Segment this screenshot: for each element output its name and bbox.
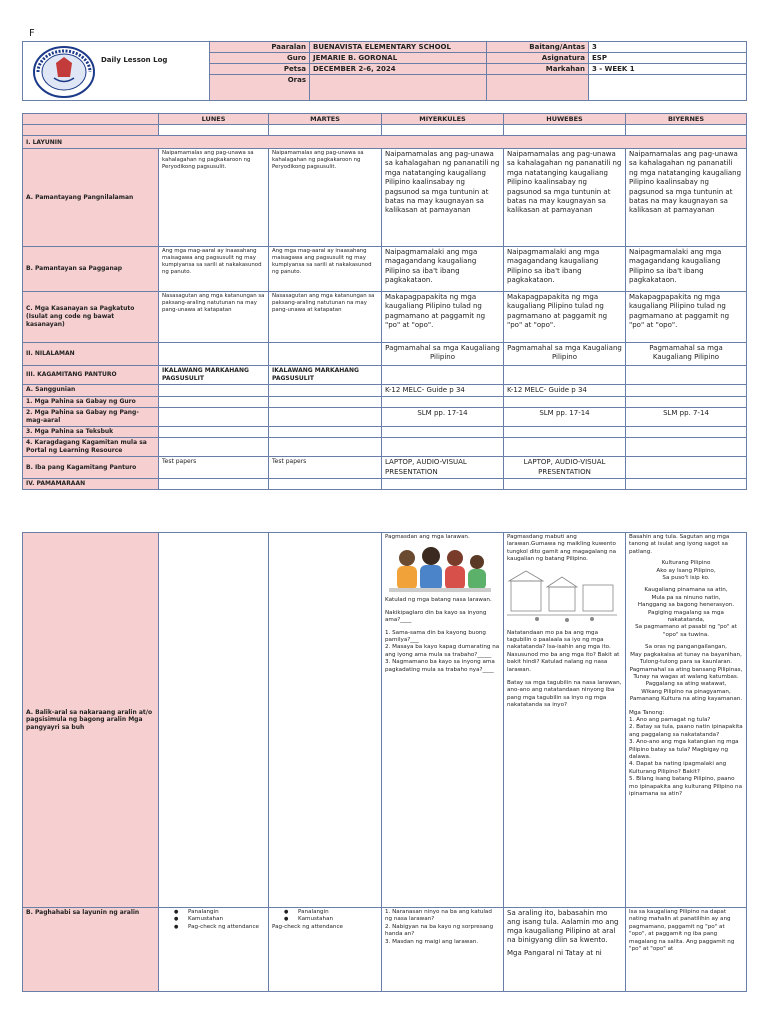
- value-empty: [589, 75, 747, 101]
- biy-intro: Basahin ang tula. Sagutan ang mga tanong at isulat ang iyong sagot sa patlang.: [629, 534, 730, 555]
- questions-title: Mga Tanong:: [629, 709, 665, 716]
- label-baitang: Baitang/Antas: [487, 42, 589, 53]
- header-logo-cell: [23, 42, 210, 101]
- label-asignatura: Asignatura: [487, 53, 589, 64]
- row-label-balik-aral: A. Balik-aral sa nakaraang aralin at/o pagsisimula ng bagong aralin Mga pangyayri sa buh: [23, 533, 159, 908]
- miy-q3: 3. Nagmamano ba kayo sa inyong ama pagkadating mula sa trabaho nya?____: [385, 659, 495, 673]
- label-oras: Oras: [210, 75, 310, 101]
- miy-intro: Pagmasdan ang mga larawan.: [385, 534, 470, 540]
- street-scene-sketch-icon: [507, 567, 617, 627]
- row-label-nilalaman: II. NILALAMAN: [23, 343, 159, 366]
- row-label-pahina-magaaral: 2. Mga Pahina sa Gabay ng Pang-mag-aaral: [23, 408, 159, 427]
- cell-slm-huwebes: SLM pp. 17-14: [504, 408, 626, 427]
- list-item: ● Kamustahan: [188, 916, 265, 923]
- row-label-kasanayan: C. Mga Kasanayan sa Pagkatuto (Isulat ang code ng bawat kasanayan): [23, 292, 159, 343]
- day-header-martes: MARTES: [269, 114, 382, 125]
- question-item: 1. Ano ang pamagat ng tula?: [629, 716, 711, 723]
- cell-kasanayan-lunes: Nasasagutan ang mga katanungan sa paksang-araling natutunan na may pang-unawa at katapatan: [159, 292, 269, 343]
- miy-q1: 1. Sama-sama din ba kayong buong pamilya?___: [385, 629, 486, 644]
- page-mark: F: [29, 28, 35, 39]
- poem-line: Sa pagmamano at pasabi ng "po" at "opo" sa tuwina.: [635, 624, 737, 638]
- martes-attendance: Pag-check ng attendance: [272, 923, 343, 930]
- row-label-iba-pang: B. Iba pang Kagamitang Panturo: [23, 457, 159, 479]
- cell-paghahabi-miyerkules: [382, 908, 504, 992]
- cell-kasanayan-martes: Nasasagutan ang mga katanungan sa paksang-araling natutunan na may pang-unawa at katapatan: [269, 292, 382, 343]
- miy-p2: Nakikipaglaro din ba kayo sa inyong ama?____: [385, 609, 487, 624]
- row-label-kagamitang-panturo: III. KAGAMITANG PANTURO: [23, 366, 159, 385]
- question-item: 2. Batay sa tula, paano natin ipinapakita ang paggalang sa nakatatanda?: [629, 724, 743, 738]
- cell-iba-miyerkules: LAPTOP, AUDIO-VISUAL PRESENTATION: [382, 457, 504, 479]
- question-item: 5. Bilang isang batang Pilipino, paano mo ipinapakita ang kulturang Pilipino na ipinamana sa atin?: [629, 776, 742, 797]
- cell-pagganap-huwebes: Naipagmamalaki ang mga magagandang kaugaliang Pilipino sa iba't ibang pagkakataon.: [504, 247, 626, 292]
- deped-seal-icon: [32, 45, 96, 99]
- cell-kasanayan-miyerkules: Makapagpapakita ng mga kaugaliang Pilipino tulad ng pagmamano at paggamit ng "po" at "opo".: [382, 292, 504, 343]
- poem-line: Ako ay Isang Pilipino,: [656, 567, 716, 574]
- day-header-huwebes: HUWEBES: [504, 114, 626, 125]
- cell-pangnilalaman-huwebes: Naipamamalas ang pag-unawa sa kahalagahan ng pananatili ng mga natatanging kaugaliang Pilipino kaalinsabay ng pagsunod sa mga tuntunin at batas na may kaugnayan sa kalikasan at pamayanan: [504, 149, 626, 247]
- cell-pagganap-martes: Ang mga mag-aaral ay inaasahang maisagawa ang pagsusulit ng may kumpiyansa sa sarili at nakakasunod ng panuto.: [269, 247, 382, 292]
- row-label-teksbuk: 3. Mga Pahina sa Teksbuk: [23, 427, 159, 438]
- lesson-plan-table: [22, 113, 747, 490]
- label-markahan: Markahan: [487, 64, 589, 75]
- huw-intro: Pagmasdang mabuti ang larawan.Gumawa ng maikling kuwento tungkol dito gamit ang magagalang na kaugalian ng batang Pilipino.: [507, 534, 617, 563]
- miy-q2: 2. Masaya ba kayo kapag dumarating na ang iyong ama mula sa trabaho?_____: [385, 644, 500, 658]
- document-title: Daily Lesson Log: [101, 56, 168, 64]
- poem-line: May pagkakaisa at tunay na bayanihan,: [630, 651, 742, 658]
- label-petsa: Petsa: [210, 64, 310, 75]
- list-item: ● Panalangin: [298, 909, 378, 916]
- header-table: [22, 41, 747, 101]
- label-guro: Guro: [210, 53, 310, 64]
- cell-balik-aral-miyerkules: [382, 533, 504, 908]
- cell-sanggunian-miyerkules: K-12 MELC- Guide p 34: [382, 385, 504, 397]
- spacer-cell: [23, 125, 159, 136]
- cell-pangnilalaman-martes: Naipamamalas ang pag-unawa sa kahalagahan ng pagkakaroon ng Peryodikong pagsusulit.: [269, 149, 382, 247]
- value-markahan: 3 - WEEK 1: [589, 64, 747, 75]
- cell-kasanayan-biyernes: Makapagpapakita ng mga kaugaliang Pilipino tulad ng pagmamano at paggamit ng "po" at "opo".: [626, 292, 747, 343]
- cell-iba-huwebes: LAPTOP, AUDIO-VISUAL PRESENTATION: [504, 457, 626, 479]
- row-label-pamantayang-pangnilalaman: A. Pamantayang Pangnilalaman: [23, 149, 159, 247]
- cell-paghahabi-huwebes: [504, 908, 626, 992]
- cell-paghahabi-biyernes: Isa sa kaugaliang Pilipino na dapat nating mahalin at panatilihin ay ang pagmamano, paggamit ng "po" at "opo", at paggamit ng iba pang magalang na salita. Ang paggamit ng "po" at "opo" at: [626, 908, 747, 992]
- miy-paghahabi-3: 3. Masdan ng maigi ang larawan.: [385, 938, 479, 945]
- value-petsa: DECEMBER 2-6, 2024: [310, 64, 487, 75]
- huw-p1: Natatandaan mo pa ba ang mga tagubilin o paalaala sa iyo ng mga nakatatanda? Isa-isahin ang mga ito. Nasusunod mo ba ang mga ito? Bakit at bakit hindi? Katulad nalang ng nasa larawan.: [507, 629, 620, 673]
- martes-routine-list: [272, 909, 378, 924]
- cell-kagamitang-martes: IKALAWANG MARKAHANG PAGSUSULIT: [269, 366, 382, 385]
- cell-iba-lunes: Test papers: [159, 457, 269, 479]
- poem-line: Sa oras ng pangangailangan,: [645, 644, 727, 651]
- cell-pagganap-miyerkules: Naipagmamalaki ang mga magagandang kaugaliang Pilipino sa iba't ibang pagkakataon.: [382, 247, 504, 292]
- row-label-sanggunian: A. Sanggunian: [23, 385, 159, 397]
- cell-nilalaman-huwebes: Pagmamahal sa mga Kaugaliang Pilipino: [504, 343, 626, 366]
- section-layunin: I. LAYUNIN: [23, 136, 747, 149]
- poem-line: Pagmamahal sa ating bansang Pilipinas,: [629, 666, 743, 673]
- cell-slm-miyerkules: SLM pp. 17-14: [382, 408, 504, 427]
- row-label-pahina-guro: 1. Mga Pahina sa Gabay ng Guro: [23, 397, 159, 408]
- huw-paghahabi-p1: Sa araling ito, babasahin mo ang isang tula. Aalamin mo ang mga kaugaliang Pilipino at aral na binigyang diin sa kwento.: [507, 909, 619, 944]
- cell-balik-aral-biyernes: [626, 533, 747, 908]
- huw-p2: Batay sa mga tagubilin na nasa larawan, ano-ano ang natatandaan ninyong iba pang mga tagubilin sa inyo ng mga nakatatanda sa inyo?: [507, 680, 622, 709]
- poem-line: Hanggang sa bagong henerasyon.: [637, 602, 735, 609]
- cell-slm-biyernes: SLM pp. 7-14: [626, 408, 747, 427]
- cell-balik-aral-huwebes: [504, 533, 626, 908]
- cell-paghahabi-martes: [269, 908, 382, 992]
- value-guro: JEMARIE B. GORONAL: [310, 53, 487, 64]
- question-item: 3. Ano-ano ang mga katangian ng mga Pilipino batay sa tula? Magbigay ng dalawa.: [629, 739, 739, 760]
- lunes-routine-list: [162, 909, 265, 931]
- poem-line: Pamanang Kultura na ating kayamanan.: [629, 696, 743, 703]
- value-oras: [310, 75, 487, 101]
- miy-p1: Katulad ng mga batang nasa larawan.: [385, 597, 492, 604]
- question-item: 4. Dapat ba nating ipagmalaki ang Kulturang Pilipino? Bakit?: [629, 761, 727, 775]
- label-empty: [487, 75, 589, 101]
- row-label-pamantayan-sa-pagganap: B. Pamantayan sa Pagganap: [23, 247, 159, 292]
- cell-nilalaman-miyerkules: Pagmamahal sa mga Kaugaliang Pilipino: [382, 343, 504, 366]
- cell-pangnilalaman-miyerkules: Naipamamalas ang pag-unawa sa kahalagahan ng pananatili ng mga natatanging kaugaliang Pilipino kaalinsabay ng pagsunod sa mga tuntunin at batas na may kaugnayan sa kalikasan at pamayanan: [382, 149, 504, 247]
- cell-pangnilalaman-lunes: Naipamamalas ang pag-unawa sa kahalagahan ng pagkakaroon ng Peryodikong pagsusulit.: [159, 149, 269, 247]
- cell-sanggunian-huwebes: K-12 MELC- Guide p 34: [504, 385, 626, 397]
- poem-line: Mula pa sa ninuno natin,: [651, 594, 721, 601]
- section-pamamaraan: IV. PAMAMARAAN: [23, 479, 159, 490]
- list-item: ● Kamustahan: [298, 916, 378, 923]
- row-label-paghahabi: B. Paghahabi sa layunin ng aralin: [23, 908, 159, 992]
- label-paaralan: Paaralan: [210, 42, 310, 53]
- miy-paghahabi-2: 2. Nabigyan na ba kayo ng sorpresang handa an?: [385, 923, 494, 938]
- value-paaralan: BUENAVISTA ELEMENTARY SCHOOL: [310, 42, 487, 53]
- poem-line: Pagiging magalang sa mga nakatatanda,: [648, 609, 724, 624]
- day-header-miyerkules: MIYERKULES: [382, 114, 504, 125]
- list-item: ● Panalangin: [188, 909, 265, 916]
- miy-paghahabi-1: 1. Naranasan ninyo na ba ang katulad ng nasa larawan?: [385, 909, 492, 923]
- poem: [629, 560, 743, 703]
- cell-iba-martes: Test papers: [269, 457, 382, 479]
- cell-pagganap-biyernes: Naipagmamalaki ang mga magagandang kaugaliang Pilipino sa iba't ibang pagkakataon.: [626, 247, 747, 292]
- list-item: ● Pag-check ng attendance: [188, 924, 265, 931]
- cell-paghahabi-lunes: [159, 908, 269, 992]
- cell-kagamitang-lunes: IKALAWANG MARKAHANG PAGSUSULIT: [159, 366, 269, 385]
- poem-title: Kulturang Pilipino: [661, 560, 711, 567]
- day-header-lunes: LUNES: [159, 114, 269, 125]
- cell-pangnilalaman-biyernes: Naipamamalas ang pag-unawa sa kahalagahan ng pananatili ng mga natatanging kaugaliang Pilipino kaalinsabay ng pagsunod sa mga tuntunin at batas na may kaugnayan sa kalikasan at pamayanan: [626, 149, 747, 247]
- poem-line: Tunay na wagas at walang katumbas.: [633, 673, 739, 680]
- corner-cell: [23, 114, 159, 125]
- poem-line: Wikang Pilipino na pinagyaman,: [641, 688, 731, 695]
- value-baitang: 3: [589, 42, 747, 53]
- cell-pagganap-lunes: Ang mga mag-aaral ay inaasahang maisagawa ang pagsusulit ng may kumpiyansa sa sarili at nakakasunod ng panuto.: [159, 247, 269, 292]
- row-label-karagdagang: 4. Karagdagang Kagamitan mula sa Portal ng Learning Resource: [23, 438, 159, 457]
- cell-kasanayan-huwebes: Makapagpapakita ng mga kaugaliang Pilipino tulad ng pagmamano at paggamit ng "po" at "opo".: [504, 292, 626, 343]
- poem-line: Tulong-tulong para sa kaunlaran.: [639, 659, 733, 666]
- poem-line: Kaugaliang pinamana sa atin,: [644, 587, 728, 594]
- poem-line: Sa puso't isip ko.: [662, 575, 710, 582]
- cell-nilalaman-biyernes: Pagmamahal sa mga Kaugaliang Pilipino: [626, 343, 747, 366]
- day-header-biyernes: BIYERNES: [626, 114, 747, 125]
- value-asignatura: ESP: [589, 53, 747, 64]
- procedure-table: [22, 532, 747, 992]
- huw-paghahabi-p2: Mga Pangaral ni Tatay at ni: [507, 949, 602, 957]
- questions-list: [629, 717, 743, 798]
- family-illustration-icon: [385, 544, 495, 594]
- poem-line: Paggalang sa ating watawat,: [645, 681, 727, 688]
